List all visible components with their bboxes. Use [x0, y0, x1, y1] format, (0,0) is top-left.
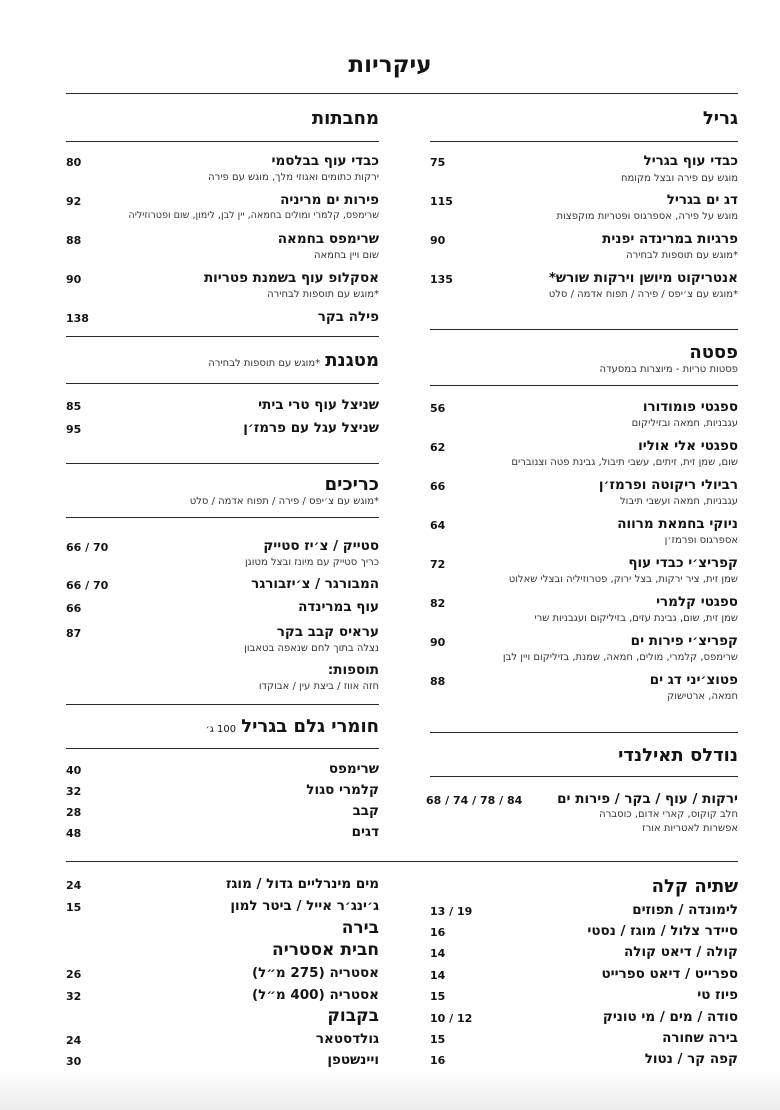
noodles-item-desc: חלב קוקוס, קארי אדום, כוסברה	[599, 809, 738, 820]
pans-item-name: שרימפס בחמאה	[277, 231, 379, 247]
fryer-item-name: שניצל עוף טרי ביתי	[258, 397, 379, 413]
pasta-item-price: 72	[430, 558, 446, 571]
soft-drink-name: פיוז טי	[697, 987, 738, 1003]
grill-item-price: 90	[430, 234, 446, 247]
astra-400-name: אסטריה (400 מ״ל)	[252, 987, 379, 1003]
pasta-item-name: ספגטי פומודורו	[642, 399, 738, 415]
wraps-item-desc: נצלה בתוך לחם שנאפה בטאבון	[244, 643, 379, 654]
wraps-item-desc: כריך סטייק עם מיונז ובצל מטוגן	[244, 557, 379, 568]
pans-item-name: פירות ים מריניה	[280, 192, 379, 208]
wraps-note: *מוגש עם צ׳יפס / פירה / תפוח אדמה / סלט	[189, 496, 379, 507]
grill-item-desc: *מוגש עם צ׳יפס / פירה / תפוח אדמה / סלט	[548, 289, 738, 300]
wraps-item-name: עראיס קבב בקר	[276, 624, 379, 640]
astra-275-price: 26	[66, 968, 82, 981]
fryer-item-name: שניצל עגל עם פרמז׳ן	[243, 420, 379, 436]
fryer-item-price: 85	[66, 400, 82, 413]
pasta-subtitle: פסטות טריות - מיוצרות במסעדה	[599, 364, 738, 375]
pans-item-price: 138	[66, 312, 89, 325]
wraps-title: כריכים	[324, 474, 379, 495]
pasta-divider	[430, 385, 738, 386]
raw-item-name: קבב	[352, 803, 379, 819]
goldstar-price: 24	[66, 1034, 82, 1047]
pasta-item-price: 90	[430, 636, 446, 649]
soft-drink-name: סודה / מים / מי טוניק	[602, 1009, 738, 1025]
fryer-header	[208, 350, 379, 371]
pans-divider	[66, 141, 379, 142]
pasta-top-divider	[430, 329, 738, 330]
pans-item-name: כבדי עוף בבלסמי	[271, 153, 379, 169]
wraps-extras-title: תוספות:	[327, 662, 379, 678]
noodles-item-price: 68 / 74 / 78 / 84	[426, 794, 523, 807]
pans-item-name: פילה בקר	[317, 309, 379, 325]
soft-drink-price: 16	[430, 1054, 446, 1067]
wraps-item-price: 66 / 70	[66, 579, 109, 592]
pasta-item-desc: עגבניות, חמאה ובזיליקום	[631, 418, 738, 429]
pasta-item-price: 82	[430, 597, 446, 610]
noodles-divider	[430, 776, 738, 777]
pasta-item-name: קפריצ׳י פירות ים	[630, 633, 738, 649]
wraps-item-name: סטייק / צ׳יז סטייק	[263, 538, 379, 554]
fryer-title: מטגנת	[325, 350, 379, 371]
soft-drink-name: קפה קר / נטול	[644, 1051, 738, 1067]
wraps-item-name: המבורגר / צ׳יזבורגר	[251, 576, 379, 592]
pasta-item-price: 66	[430, 480, 446, 493]
wraps-item-price: 66 / 70	[66, 541, 109, 554]
fryer-divider	[66, 383, 379, 384]
raw-divider	[66, 748, 379, 749]
soft-drinks-title: שתיה קלה	[651, 876, 738, 897]
raw-item-price: 40	[66, 764, 82, 777]
astra-400-price: 32	[66, 990, 82, 1003]
raw-header	[206, 716, 379, 737]
pans-item-price: 90	[66, 273, 82, 286]
wraps-item-price: 87	[66, 627, 82, 640]
pans-item-price: 88	[66, 234, 82, 247]
raw-item-price: 48	[66, 827, 82, 840]
title-divider	[66, 93, 738, 94]
grill-item-price: 115	[430, 195, 453, 208]
grill-item-desc: *מוגש עם תוספות לבחירה	[626, 250, 738, 261]
soft-drink-price: 14	[430, 969, 446, 982]
grill-item-name: כבדי עוף בגריל	[643, 153, 738, 169]
page-bottom-shadow	[0, 1070, 780, 1110]
fryer-top-divider	[66, 336, 379, 337]
goldstar-name: גולדסטאר	[315, 1031, 379, 1047]
pasta-item-name: ספגטי קלמרי	[656, 594, 738, 610]
fryer-note: *מוגש עם תוספות לבחירה	[208, 358, 321, 369]
grill-item-name: דג ים בגריל	[666, 192, 738, 208]
pasta-item-desc: שרימפס, קלמרי, מולים, חמאה, שמנת, בזיליקום ויין לבן	[502, 652, 738, 663]
barrel-title: חבית אסטריה	[272, 940, 379, 960]
bottle-title: בקבוק	[327, 1006, 379, 1026]
pasta-item-price: 88	[430, 675, 446, 688]
pasta-item-name: ניוקי בחמאת מרווה	[617, 516, 738, 532]
soft-drink-price: 13 / 19	[430, 905, 473, 918]
pasta-item-price: 62	[430, 441, 446, 454]
grill-item-price: 135	[430, 273, 453, 286]
pasta-item-name: פטוצ׳יני דג ים	[649, 672, 738, 688]
noodles-item-name: ירקות / עוף / בקר / פירות ים	[557, 791, 738, 807]
pans-item-desc: שום ויין בחמאה	[313, 250, 379, 261]
soft-drink-name: סיידר צלול / מוגז / נסטי	[587, 923, 738, 939]
raw-item-name: קלמרי סגול	[306, 782, 379, 798]
fryer-item-price: 95	[66, 423, 82, 436]
pasta-item-name: ספגטי אלי אוליו	[638, 438, 738, 454]
soft-drink-name: בירה שחורה	[662, 1030, 738, 1046]
grill-title: גריל	[702, 108, 738, 129]
pans-item-name: אסקלופ עוף בשמנת פטריות	[203, 270, 379, 286]
pasta-item-desc: אספרגוס ופרמז׳ן	[664, 535, 738, 546]
wraps-item-name: עוף במרינדה	[298, 599, 379, 615]
raw-top-divider	[66, 704, 379, 705]
wraps-top-divider	[66, 463, 379, 464]
pasta-item-price: 64	[430, 519, 446, 532]
pasta-item-desc: שום, שמן זית, זיתים, עשבי תיבול, גבינת פטה וצנוברים	[511, 457, 738, 468]
pans-item-desc: ירקות כתומים ואגוזי מלך, מוגש עם פירה	[208, 172, 379, 183]
soft-drink-price: 15	[430, 1033, 446, 1046]
beer-title: בירה	[341, 918, 379, 938]
raw-title: חומרי גלם בגריל	[241, 716, 379, 737]
pans-item-price: 92	[66, 195, 82, 208]
raw-unit: 100 ג׳	[205, 724, 237, 735]
ginger-name: ג׳ינג׳ר אייל / ביטר למון	[230, 898, 379, 914]
ginger-price: 15	[66, 901, 82, 914]
raw-item-price: 28	[66, 806, 82, 819]
grill-item-name: פרגיות במרינדה יפנית	[602, 231, 738, 247]
pasta-item-name: רביולי ריקוטה ופרמז׳ן	[598, 477, 738, 493]
grill-item-desc: מוגש עם פירה ובצל מקומח	[620, 173, 738, 184]
soft-drink-name: לימונדה / תפוזים	[632, 902, 738, 918]
wraps-extras: חזה אווז / ביצת עין / אבוקדו	[258, 681, 379, 692]
pans-title: מחבתות	[311, 108, 379, 129]
noodles-item-desc: אפשרות לאטריות אורז	[642, 823, 738, 834]
wraps-item-price: 66	[66, 602, 82, 615]
soft-drink-price: 10 / 12	[430, 1012, 473, 1025]
pasta-title: פסטה	[689, 342, 738, 363]
weihenstephan-price: 30	[66, 1055, 82, 1068]
water-name: מים מינרליים גדול / מוגז	[226, 876, 379, 892]
pans-item-desc: *מוגש עם תוספות לבחירה	[267, 289, 379, 300]
astra-275-name: אסטריה (275 מ״ל)	[252, 965, 379, 981]
grill-item-desc: מוגש על פירה, אספרגוס ופטריות מוקפצות	[556, 211, 738, 222]
raw-item-name: דגים	[351, 824, 379, 840]
water-price: 24	[66, 879, 82, 892]
pasta-item-price: 56	[430, 402, 446, 415]
raw-item-price: 32	[66, 785, 82, 798]
grill-item-price: 75	[430, 156, 446, 169]
soft-drink-price: 16	[430, 926, 446, 939]
pans-item-desc: שרימפס, קלמרי ומולים בחמאה, יין לבן, לימון, שום ופטרוזיליה	[128, 210, 379, 221]
noodles-top-divider	[430, 732, 738, 733]
drinks-divider	[66, 861, 738, 862]
weihenstephan-name: ויינשטפן	[327, 1052, 379, 1068]
pasta-item-name: קפריצ׳י כבדי עוף	[628, 555, 738, 571]
grill-divider	[430, 141, 738, 142]
wraps-divider	[66, 517, 379, 518]
page-title: עיקריות	[348, 52, 432, 78]
pans-item-price: 80	[66, 156, 82, 169]
pasta-item-desc: חמאה, ארטישוק	[667, 691, 738, 702]
soft-drink-name: קולה / דיאט קולה	[624, 944, 738, 960]
noodles-title: נודלס תאילנדי	[618, 745, 738, 766]
soft-drink-name: ספרייט / דיאט ספרייט	[601, 966, 738, 982]
soft-drink-price: 14	[430, 947, 446, 960]
raw-item-name: שרימפס	[328, 761, 379, 777]
pasta-item-desc: שמן זית, שום, גבינת עזים, בזיליקום ועגבניות שרי	[534, 613, 738, 624]
pasta-item-desc: עגבניות, חמאה ועשבי תיבול	[619, 496, 738, 507]
soft-drink-price: 15	[430, 990, 446, 1003]
pasta-item-desc: שמן זית, ציר ירקות, בצל ירוק, פטרוזיליה ובצלי שאלוט	[508, 574, 738, 585]
grill-item-name: אנטריקוט מיושן וירקות שורש*	[548, 270, 738, 286]
